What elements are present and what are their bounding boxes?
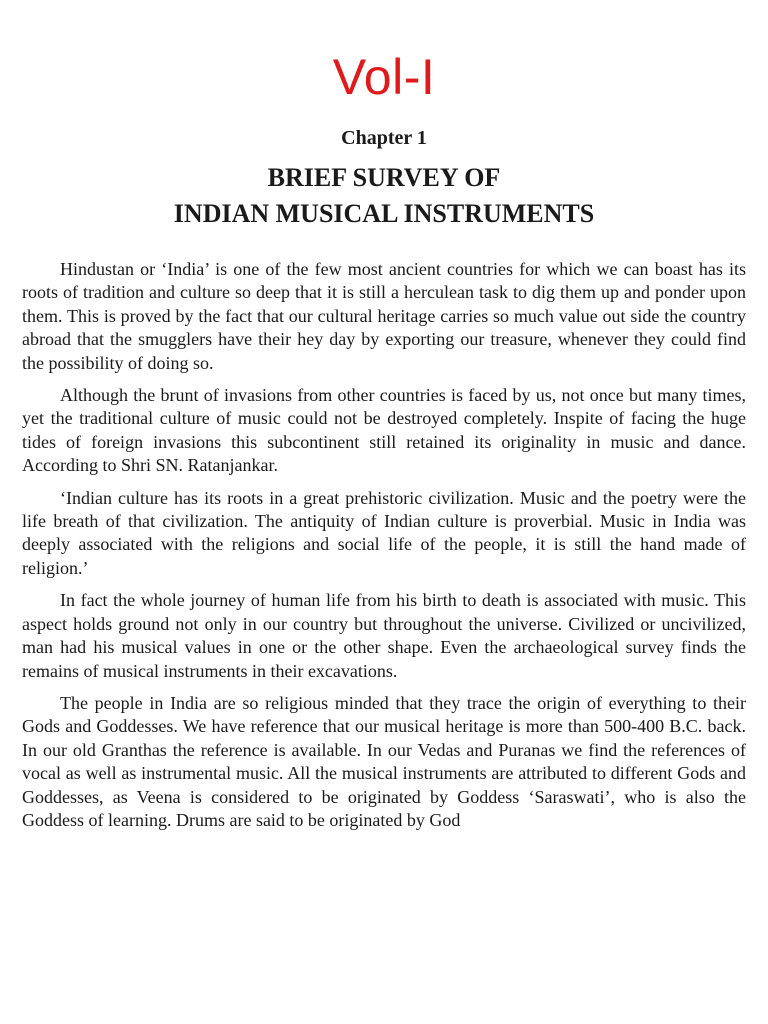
paragraph-2: Although the brunt of invasions from other countries is faced by us, not once but many times, yet the traditional culture of music could not be destroyed completely. Inspite of facing the huge tides of foreign invasions this subcontinent still retained its originality in music and dance. According to Shri SN. Ratanjankar. bbox=[22, 385, 746, 476]
chapter-title bbox=[0, 160, 768, 232]
paragraph-1: Hindustan or ‘India’ is one of the few most ancient countries for which we can boast has its roots of tradition and culture so deep that it is still a herculean task to dig them up and ponder upon them. This is proved by the fact that our cultural heritage carries so much value out side the country abroad that the smugglers have their hey day by exporting our treasure, whenever they could find the possibility of doing so. bbox=[22, 259, 746, 373]
chapter-title-line-2: INDIAN MUSICAL INSTRUMENTS bbox=[173, 199, 595, 228]
chapter-number: Chapter 1 bbox=[341, 127, 427, 149]
body-text bbox=[22, 258, 746, 841]
chapter-title-line-1: BRIEF SURVEY OF bbox=[267, 163, 501, 192]
paragraph-5: The people in India are so religious minded that they trace the origin of everything to their Gods and Goddesses. We have reference that our musical heritage is more than 500-400 B.C. back. In our old Granthas the reference is available. In our Vedas and Puranas we find the references of vocal as well as instrumental music. All the musical instruments are attributed to different Gods and Goddesses, as Veena is considered to be originated by Goddess ‘Saraswati’, who is also the Goddess of learning. Drums are said to be originated by God bbox=[22, 692, 746, 830]
paragraph-3: ‘Indian culture has its roots in a great prehistoric civilization. Music and the poetry were the life breath of that civilization. The antiquity of Indian culture is proverbial. Music in India was deeply associated with the religions and social life of the people, it is still the hand made of religion.’ bbox=[22, 487, 746, 578]
paragraph-4: In fact the whole journey of human life from his birth to death is associated with music. This aspect holds ground not only in our country but throughout the universe. Civilized or uncivilized, man had his musical values in one or the other shape. Even the archaeological survey finds the remains of musical instruments in their excavations. bbox=[22, 590, 746, 681]
volume-label: Vol-I bbox=[332, 49, 436, 105]
